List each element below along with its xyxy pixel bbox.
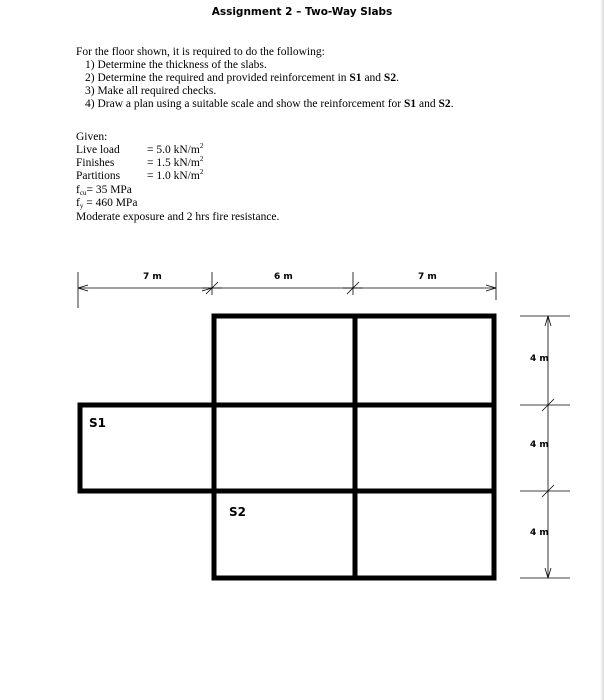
intro-text: For the floor shown, it is required to do the following: <box>76 46 325 58</box>
load-value-partitions: = 1.0 $kN/m^2$ <box>147 168 204 182</box>
load-name-live: Live load <box>76 144 120 156</box>
given-label: Given: <box>76 131 108 143</box>
slab-label-s1: S1 <box>89 416 106 430</box>
panel-r1-c2 <box>214 316 355 405</box>
panel-r2-c2 <box>214 405 355 491</box>
fcu-value: $f_{cu}= 35$ MPa <box>76 184 132 197</box>
exposure-text: Moderate exposure and 2 hrs fire resistance. <box>76 211 280 223</box>
dim-height-2: 4 m <box>530 440 549 450</box>
dim-span-3: 7 m <box>418 272 437 282</box>
task-2: 2) Determine the required and provided reinforcement in S1 and S2. <box>85 72 399 84</box>
load-value-live: = 5.0 $kN/m^2$ <box>147 142 204 156</box>
task-1: 1) Determine the thickness of the slabs. <box>85 59 267 71</box>
dim-height-3: 4 m <box>530 528 549 538</box>
panel-r3-c3 <box>355 491 494 578</box>
panel-r1-c3 <box>355 316 494 405</box>
dim-height-1: 4 m <box>530 354 549 364</box>
page-title: Assignment 2 – Two-Way Slabs <box>211 6 393 18</box>
fy-value: $f_y = 460$ MPa <box>76 197 138 210</box>
task-3: 3) Make all required checks. <box>85 85 217 97</box>
load-value-finishes: = 1.5 $kN/m^2$ <box>147 155 204 169</box>
panel-r2-c3 <box>355 405 494 491</box>
load-name-finishes: Finishes <box>76 157 115 169</box>
task-4: 4) Draw a plan using a suitable scale and show the reinforcement for S1 and S2. <box>85 98 454 110</box>
dim-span-1: 7 m <box>143 272 162 282</box>
slab-label-s2: S2 <box>229 505 246 519</box>
load-name-partitions: Partitions <box>76 170 121 182</box>
dim-span-2: 6 m <box>274 272 293 282</box>
